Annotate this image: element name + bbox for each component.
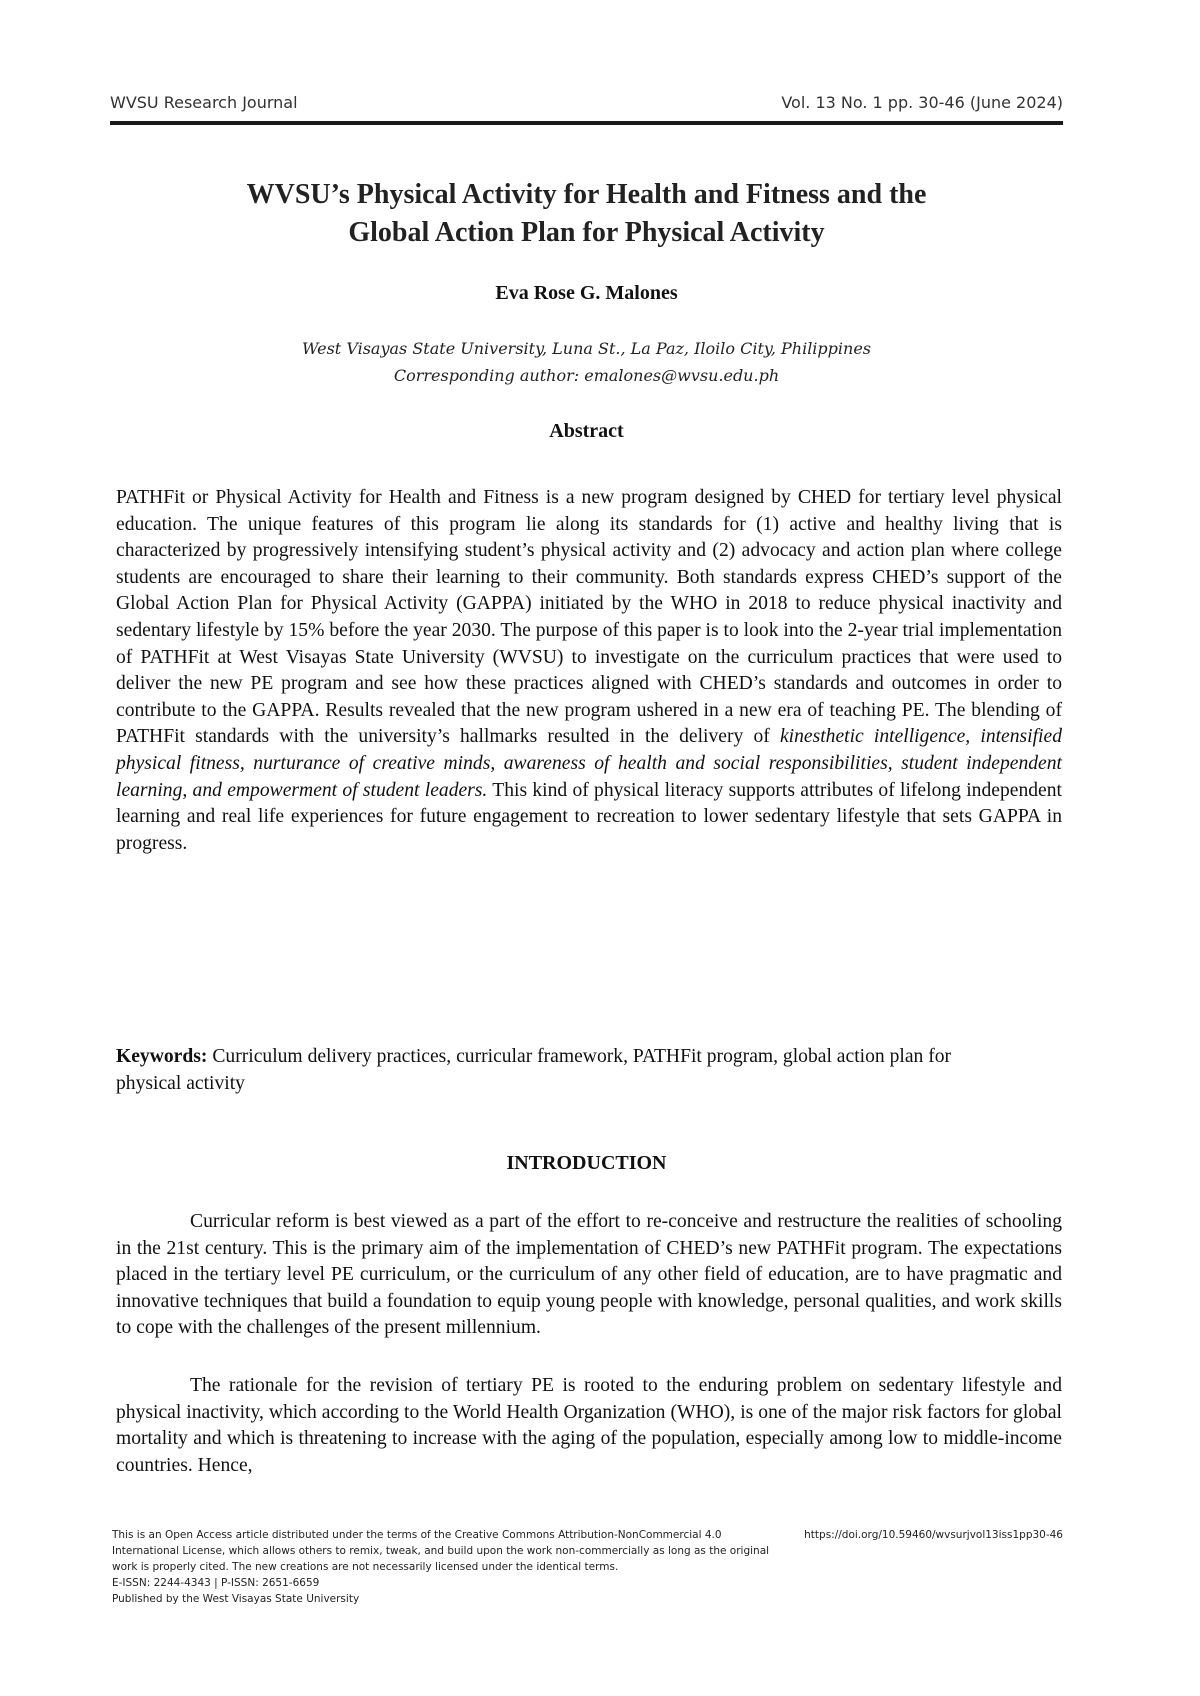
affiliation-block bbox=[110, 335, 1063, 389]
license-line-2: International License, which allows others to remix, tweak, and build upon the work non-commercially as long as the original bbox=[112, 1545, 770, 1557]
license-line-1: This is an Open Access article distributed under the terms of the Creative Commons Attribution-NonCommercial 4.0 bbox=[112, 1529, 722, 1541]
title-line-2: Global Action Plan for Physical Activity bbox=[348, 217, 825, 248]
header-rule bbox=[110, 121, 1063, 125]
keywords-label: Keywords: bbox=[116, 1046, 208, 1067]
affiliation: West Visayas State University, Luna St., La Paz, Iloilo City, Philippines bbox=[301, 339, 872, 358]
keywords-text: Curriculum delivery practices, curricular framework, PATHFit program, global action plan for physical activity bbox=[116, 1046, 952, 1094]
doi-link[interactable]: https://doi.org/10.59460/wvsurjvol13iss1pp30-46 bbox=[804, 1529, 1063, 1541]
issn: E-ISSN: 2244-4343 | P-ISSN: 2651-6659 bbox=[112, 1577, 320, 1589]
journal-name: WVSU Research Journal bbox=[110, 93, 298, 112]
issue-info: Vol. 13 No. 1 pp. 30-46 (June 2024) bbox=[781, 93, 1063, 112]
title-line-1: WVSU’s Physical Activity for Health and Fitness and the bbox=[246, 179, 927, 210]
intro-para-2: The rationale for the revision of tertiary PE is rooted to the enduring problem on sedentary lifestyle and physical inactivity, which according to the World Health Organization (WHO), is one of the major risk factors for global mortality and which is threatening to increase with the aging of the population, especially among low to middle-income countries. Hence, bbox=[116, 1375, 1062, 1476]
running-header bbox=[110, 93, 1063, 115]
intro-para-1: Curricular reform is best viewed as a part of the effort to re-conceive and restructure the realities of schooling in the 21st century. This is the primary aim of the implementation of CHED’s new PATHFit program. The expectations placed in the tertiary level PE curriculum, or the curriculum of any other field of education, are to have pragmatic and innovative techniques that build a foundation to equip young people with knowledge, personal qualities, and work skills to cope with the challenges of the present millennium. bbox=[116, 1211, 1062, 1339]
publisher: Published by the West Visayas State University bbox=[112, 1593, 360, 1605]
abstract-text-end: This kind of physical literacy supports attributes of lifelong independent learning and real life experiences for future engagement to recreation to lower sedentary lifestyle that sets GAPPA in progress. bbox=[116, 779, 1062, 854]
license-footer bbox=[112, 1527, 792, 1607]
abstract-italic-outcomes: kinesthetic intelligence, intensified physical fitness, nurturance of creative minds, awareness of health and social responsibilities, student independent learning, and empowerment of student leaders. bbox=[116, 726, 1062, 801]
article-title bbox=[110, 176, 1063, 252]
introduction-paragraph-1 bbox=[116, 1209, 1062, 1342]
introduction-heading: INTRODUCTION bbox=[506, 1152, 667, 1174]
introduction-paragraph-2 bbox=[116, 1373, 1062, 1479]
abstract-heading: Abstract bbox=[549, 420, 624, 442]
keywords bbox=[116, 1043, 1016, 1097]
license-line-3: work is properly cited. The new creations are not necessarily licensed under the identical terms. bbox=[112, 1561, 619, 1573]
corresponding-author: Corresponding author: emalones@wvsu.edu.ph bbox=[393, 366, 780, 385]
abstract-text-start: PATHFit or Physical Activity for Health and Fitness is a new program designed by CHED for tertiary level physical education. The unique features of this program lie along its standards for (1) active and healthy living that is characterized by progressively intensifying student’s physical activity and (2) advocacy and action plan where college students are encouraged to share their learning to their community. Both standards express CHED’s support of the Global Action Plan for Physical Activity (GAPPA) initiated by the WHO in 2018 to reduce physical inactivity and sedentary lifestyle by 15% before the year 2030. The purpose of this paper is to look into the 2-year trial implementation of PATHFit at West Visayas State University (WVSU) to investigate on the curriculum practices that were used to deliver the new PE program and see how these practices aligned with CHED’s standards and outcomes in order to contribute to the GAPPA. Results revealed that the new program ushered in a new era of teaching PE. The blending of PATHFit standards with the university’s hallmarks resulted in the delivery of bbox=[116, 487, 1062, 748]
author-name: Eva Rose G. Malones bbox=[495, 282, 678, 304]
abstract-body bbox=[116, 485, 1062, 857]
